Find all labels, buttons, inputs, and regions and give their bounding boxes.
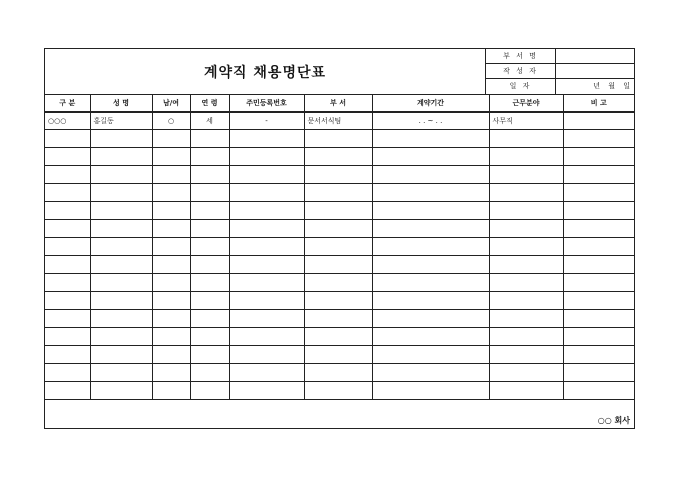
table-cell[interactable] xyxy=(563,328,634,346)
table-cell[interactable] xyxy=(489,310,563,328)
table-cell[interactable] xyxy=(45,292,90,310)
table-cell[interactable] xyxy=(45,130,90,148)
table-cell[interactable] xyxy=(304,310,372,328)
table-cell[interactable] xyxy=(45,220,90,238)
table-row xyxy=(45,382,634,400)
table-cell[interactable] xyxy=(304,202,372,220)
table-cell[interactable] xyxy=(152,292,190,310)
meta-row-department xyxy=(486,49,634,64)
meta-value-department[interactable] xyxy=(556,49,634,63)
table-row xyxy=(45,112,634,130)
table-cell[interactable] xyxy=(229,238,304,256)
table-cell[interactable] xyxy=(45,328,90,346)
table-row xyxy=(45,130,634,148)
table-cell[interactable] xyxy=(372,238,489,256)
table-cell[interactable] xyxy=(489,238,563,256)
table-cell[interactable] xyxy=(229,364,304,382)
table-cell[interactable] xyxy=(90,328,152,346)
table-cell[interactable] xyxy=(152,202,190,220)
table-cell[interactable] xyxy=(229,166,304,184)
table-cell[interactable] xyxy=(563,220,634,238)
meta-row-date xyxy=(486,79,634,94)
table-cell[interactable]: 홍길동 xyxy=(90,112,152,130)
table-cell[interactable] xyxy=(563,256,634,274)
table-cell[interactable] xyxy=(152,364,190,382)
table-cell[interactable] xyxy=(90,382,152,400)
table-cell[interactable] xyxy=(190,148,229,166)
table-cell[interactable] xyxy=(152,130,190,148)
form-title: 계약직 채용명단표 xyxy=(203,65,327,81)
table-cell[interactable] xyxy=(152,184,190,202)
table-cell[interactable] xyxy=(563,364,634,382)
table-cell[interactable] xyxy=(90,292,152,310)
table-cell[interactable] xyxy=(152,382,190,400)
table-cell[interactable] xyxy=(229,148,304,166)
table-cell[interactable] xyxy=(152,256,190,274)
table-cell[interactable] xyxy=(563,130,634,148)
table-cell[interactable] xyxy=(372,148,489,166)
table-cell[interactable] xyxy=(563,310,634,328)
table-cell[interactable] xyxy=(372,220,489,238)
table-cell[interactable] xyxy=(229,256,304,274)
roster-table xyxy=(45,94,634,400)
table-cell[interactable] xyxy=(372,346,489,364)
table-row xyxy=(45,238,634,256)
table-cell[interactable] xyxy=(489,220,563,238)
table-cell[interactable] xyxy=(563,184,634,202)
table-cell[interactable] xyxy=(152,238,190,256)
meta-label-department: 부 서 명 xyxy=(486,49,556,63)
table-cell[interactable] xyxy=(45,274,90,292)
meta-value-date[interactable]: 년 월 일 xyxy=(593,82,630,90)
table-cell[interactable] xyxy=(190,382,229,400)
table-cell[interactable] xyxy=(152,220,190,238)
table-body xyxy=(45,112,634,400)
table-cell[interactable] xyxy=(304,256,372,274)
table-row xyxy=(45,256,634,274)
table-cell[interactable] xyxy=(45,364,90,382)
table-cell[interactable] xyxy=(372,382,489,400)
table-cell[interactable] xyxy=(489,328,563,346)
table-cell[interactable] xyxy=(563,202,634,220)
table-cell[interactable] xyxy=(152,310,190,328)
table-cell[interactable] xyxy=(372,364,489,382)
table-row xyxy=(45,274,634,292)
table-cell[interactable] xyxy=(304,292,372,310)
table-cell[interactable] xyxy=(45,310,90,328)
table-cell[interactable] xyxy=(90,166,152,184)
table-cell[interactable] xyxy=(152,148,190,166)
table-row xyxy=(45,184,634,202)
table-cell[interactable] xyxy=(563,274,634,292)
table-cell[interactable] xyxy=(563,382,634,400)
table-cell[interactable] xyxy=(489,148,563,166)
table-cell[interactable] xyxy=(304,346,372,364)
table-cell[interactable] xyxy=(229,184,304,202)
table-cell[interactable]: ○ xyxy=(152,112,190,130)
table-cell[interactable] xyxy=(90,184,152,202)
table-cell[interactable] xyxy=(229,220,304,238)
table-cell[interactable] xyxy=(229,292,304,310)
column-header: 부 서 xyxy=(304,95,372,112)
table-cell[interactable] xyxy=(190,364,229,382)
table-cell[interactable] xyxy=(45,148,90,166)
table-cell[interactable] xyxy=(304,220,372,238)
table-cell[interactable] xyxy=(372,166,489,184)
table-cell[interactable] xyxy=(489,202,563,220)
table-cell[interactable] xyxy=(90,148,152,166)
table-cell[interactable] xyxy=(45,202,90,220)
meta-value-author[interactable] xyxy=(556,64,634,78)
column-header: 비 고 xyxy=(563,95,634,112)
table-cell[interactable] xyxy=(304,148,372,166)
table-cell[interactable] xyxy=(229,382,304,400)
table-cell[interactable] xyxy=(489,346,563,364)
table-cell[interactable] xyxy=(489,130,563,148)
table-cell[interactable] xyxy=(190,238,229,256)
title-area xyxy=(45,49,486,94)
table-row xyxy=(45,148,634,166)
table-cell[interactable] xyxy=(489,364,563,382)
table-row xyxy=(45,364,634,382)
table-cell[interactable] xyxy=(152,274,190,292)
table-row xyxy=(45,220,634,238)
company-name: ○○ 회사 xyxy=(597,416,630,425)
meta-box xyxy=(486,49,634,94)
table-cell[interactable] xyxy=(90,202,152,220)
table-row xyxy=(45,328,634,346)
table-cell[interactable] xyxy=(563,292,634,310)
table-cell[interactable] xyxy=(229,130,304,148)
table-cell[interactable] xyxy=(152,328,190,346)
table-cell[interactable] xyxy=(229,346,304,364)
meta-row-author xyxy=(486,64,634,79)
table-cell[interactable] xyxy=(563,112,634,130)
table-cell[interactable] xyxy=(489,184,563,202)
table-cell[interactable] xyxy=(229,310,304,328)
table-row xyxy=(45,346,634,364)
table-cell[interactable] xyxy=(45,346,90,364)
table-cell[interactable]: - xyxy=(229,112,304,130)
column-header: 주민등록번호 xyxy=(229,95,304,112)
table-cell[interactable] xyxy=(372,328,489,346)
table-cell[interactable] xyxy=(190,310,229,328)
table-cell[interactable] xyxy=(304,328,372,346)
table-row xyxy=(45,202,634,220)
table-cell[interactable] xyxy=(229,328,304,346)
table-cell[interactable] xyxy=(372,256,489,274)
table-cell[interactable] xyxy=(304,238,372,256)
table-cell[interactable] xyxy=(563,238,634,256)
table-cell[interactable] xyxy=(190,184,229,202)
table-cell[interactable]: 세 xyxy=(190,112,229,130)
column-header: 계약기간 xyxy=(372,95,489,112)
table-row xyxy=(45,292,634,310)
meta-label-date: 일 자 xyxy=(486,79,556,94)
contract-hiring-form xyxy=(44,48,635,429)
table-cell[interactable] xyxy=(190,166,229,184)
table-cell[interactable] xyxy=(152,346,190,364)
table-cell[interactable]: 문서서식팀 xyxy=(304,112,372,130)
table-cell[interactable] xyxy=(190,292,229,310)
table-cell[interactable] xyxy=(229,274,304,292)
table-cell[interactable] xyxy=(190,220,229,238)
table-cell[interactable] xyxy=(190,256,229,274)
table-cell[interactable] xyxy=(489,256,563,274)
table-cell[interactable] xyxy=(304,274,372,292)
table-cell[interactable] xyxy=(489,274,563,292)
table-cell[interactable] xyxy=(90,220,152,238)
column-header: 성 명 xyxy=(90,95,152,112)
table-cell[interactable]: ○○○ xyxy=(45,112,90,130)
table-cell[interactable] xyxy=(304,166,372,184)
table-cell[interactable] xyxy=(90,274,152,292)
table-cell[interactable] xyxy=(90,346,152,364)
table-cell[interactable] xyxy=(90,364,152,382)
table-row xyxy=(45,310,634,328)
table-cell[interactable] xyxy=(563,166,634,184)
table-cell[interactable] xyxy=(372,310,489,328)
table-cell[interactable] xyxy=(190,346,229,364)
table-cell[interactable] xyxy=(304,184,372,202)
table-cell[interactable] xyxy=(372,202,489,220)
meta-label-author: 작 성 자 xyxy=(486,64,556,78)
table-cell[interactable] xyxy=(90,310,152,328)
table-cell[interactable] xyxy=(45,382,90,400)
table-cell[interactable] xyxy=(489,292,563,310)
table-cell[interactable] xyxy=(489,382,563,400)
table-cell[interactable] xyxy=(152,166,190,184)
column-header: 남/여 xyxy=(152,95,190,112)
table-cell[interactable] xyxy=(45,184,90,202)
table-cell[interactable] xyxy=(90,238,152,256)
table-cell[interactable] xyxy=(190,328,229,346)
table-cell[interactable] xyxy=(90,256,152,274)
table-cell[interactable] xyxy=(372,184,489,202)
column-header: 연 령 xyxy=(190,95,229,112)
table-cell[interactable] xyxy=(45,238,90,256)
table-cell[interactable] xyxy=(229,202,304,220)
table-cell[interactable] xyxy=(304,130,372,148)
table-row xyxy=(45,166,634,184)
column-header: 구 분 xyxy=(45,95,90,112)
table-cell[interactable] xyxy=(372,292,489,310)
table-cell[interactable] xyxy=(563,346,634,364)
table-cell[interactable] xyxy=(372,130,489,148)
table-cell[interactable]: . . ~ . . xyxy=(372,112,489,130)
table-cell[interactable] xyxy=(304,382,372,400)
table-cell[interactable] xyxy=(489,166,563,184)
table-cell[interactable]: 사무직 xyxy=(489,112,563,130)
table-cell[interactable] xyxy=(190,274,229,292)
column-header: 근무분야 xyxy=(489,95,563,112)
table-cell[interactable] xyxy=(45,256,90,274)
table-cell[interactable] xyxy=(372,274,489,292)
table-cell[interactable] xyxy=(563,148,634,166)
table-cell[interactable] xyxy=(45,166,90,184)
table-cell[interactable] xyxy=(90,130,152,148)
table-cell[interactable] xyxy=(190,202,229,220)
table-cell[interactable] xyxy=(190,130,229,148)
table-header-row xyxy=(45,95,634,112)
table-cell[interactable] xyxy=(304,364,372,382)
